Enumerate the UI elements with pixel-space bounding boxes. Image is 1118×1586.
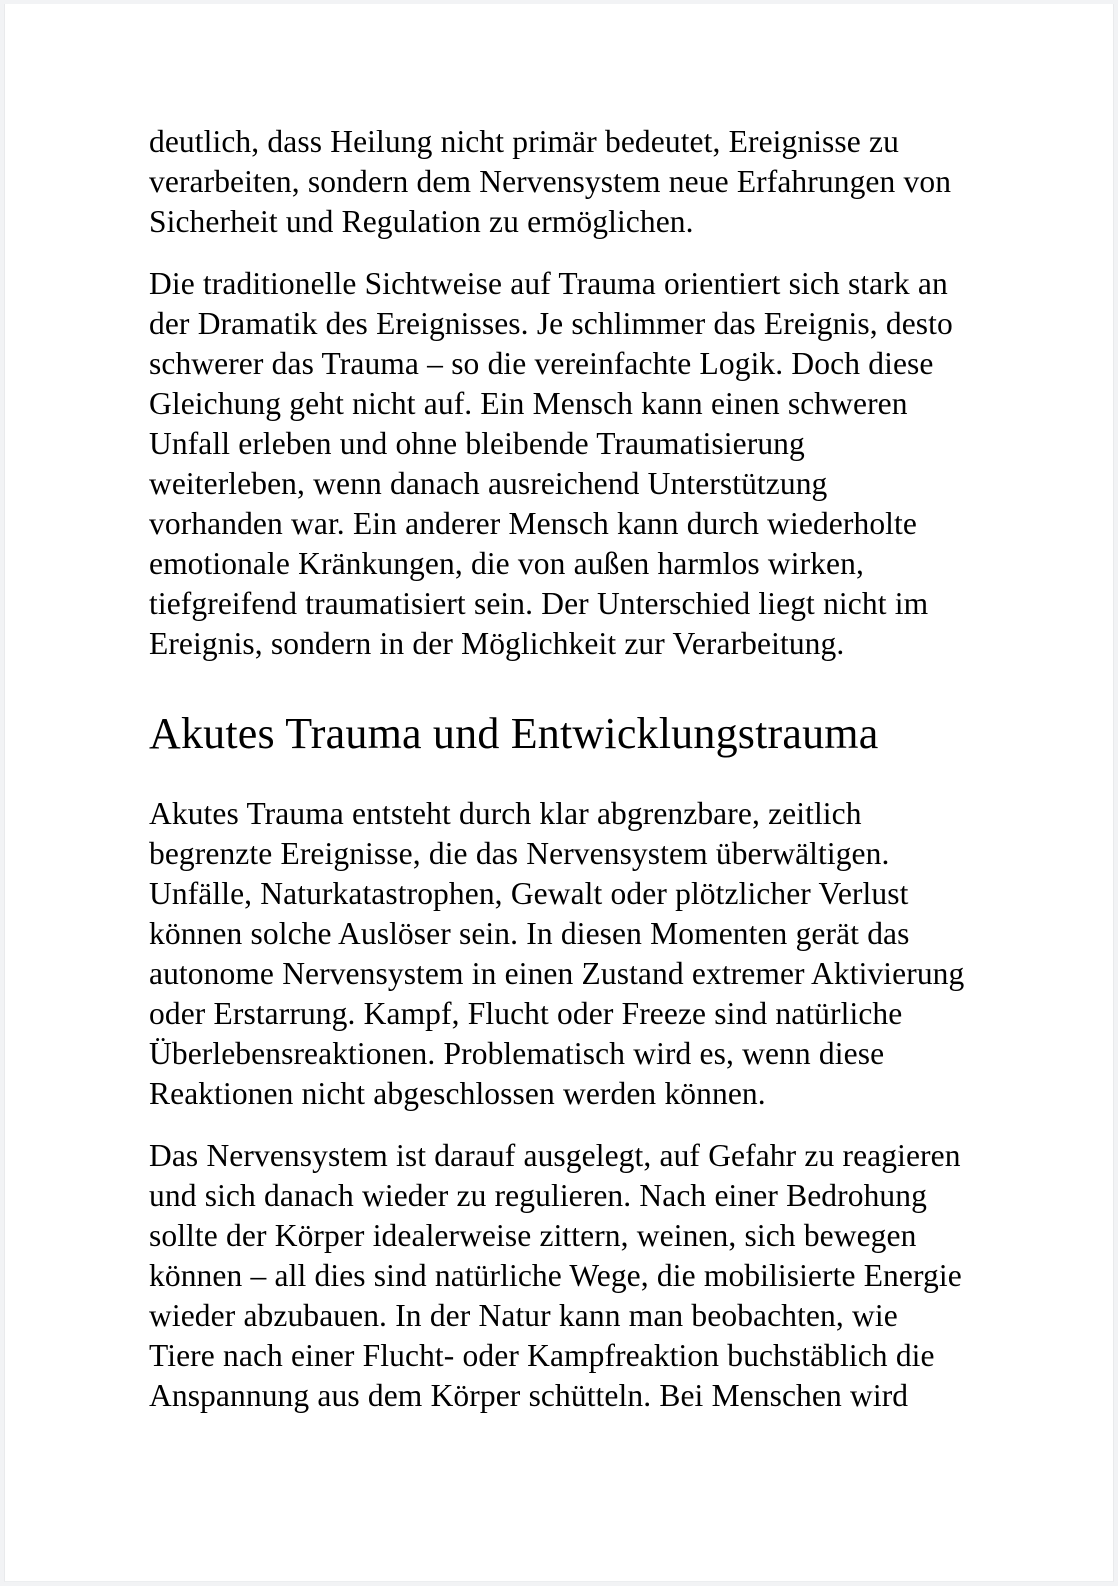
section-heading-akutes-trauma: Akutes Trauma und Entwicklungstrauma: [149, 709, 879, 758]
paragraph-4: Das Nervensystem ist darauf ausgelegt, auf Gefahr zu reagieren und sich danach wieder zu regulieren. Nach einer Bedrohung sollte der Körper idealerweise zittern, weinen, sich bewegen können – all dies sind natürliche Wege, die mobilisierte Energie wieder abzubauen. In der Natur kann man beobachten, wie Tiere nach einer Flucht- oder Kampfreaktion buchstäblich die Anspannung aus dem Körper schütteln. Bei Menschen wird: [149, 1138, 962, 1413]
document-page: [4, 4, 1114, 1582]
paragraph-2: Die traditionelle Sichtweise auf Trauma orientiert sich stark an der Dramatik des Ereignisses. Je schlimmer das Ereignis, desto schwerer das Trauma – so die vereinfachte Logik. Doch diese Gleichung geht nicht auf. Ein Mensch kann einen schweren Unfall erleben und ohne bleibende Traumatisierung weiterleben, wenn danach ausreichend Unterstützung vorhanden war. Ein anderer Mensch kann durch wiederholte emotionale Kränkungen, die von außen harmlos wirken, tiefgreifend traumatisiert sein. Der Unterschied liegt nicht im Ereignis, sondern in der Möglichkeit zur Verarbeitung.: [149, 266, 953, 661]
paragraph-1: deutlich, dass Heilung nicht primär bedeutet, Ereignisse zu verarbeiten, sondern dem Nervensystem neue Erfahrungen von Sicherheit und Regulation zu ermöglichen.: [149, 124, 952, 239]
paragraph-3: Akutes Trauma entsteht durch klar abgrenzbare, zeitlich begrenzte Ereignisse, die das Nervensystem überwältigen. Unfälle, Naturkatastrophen, Gewalt oder plötzlicher Verlust können solche Auslöser sein. In diesen Momenten gerät das autonome Nervensystem in einen Zustand extremer Aktivierung oder Erstarrung. Kampf, Flucht oder Freeze sind natürliche Überlebensreaktionen. Problematisch wird es, wenn diese Reaktionen nicht abgeschlossen werden können.: [149, 796, 965, 1111]
document-text-column: [149, 122, 965, 1416]
